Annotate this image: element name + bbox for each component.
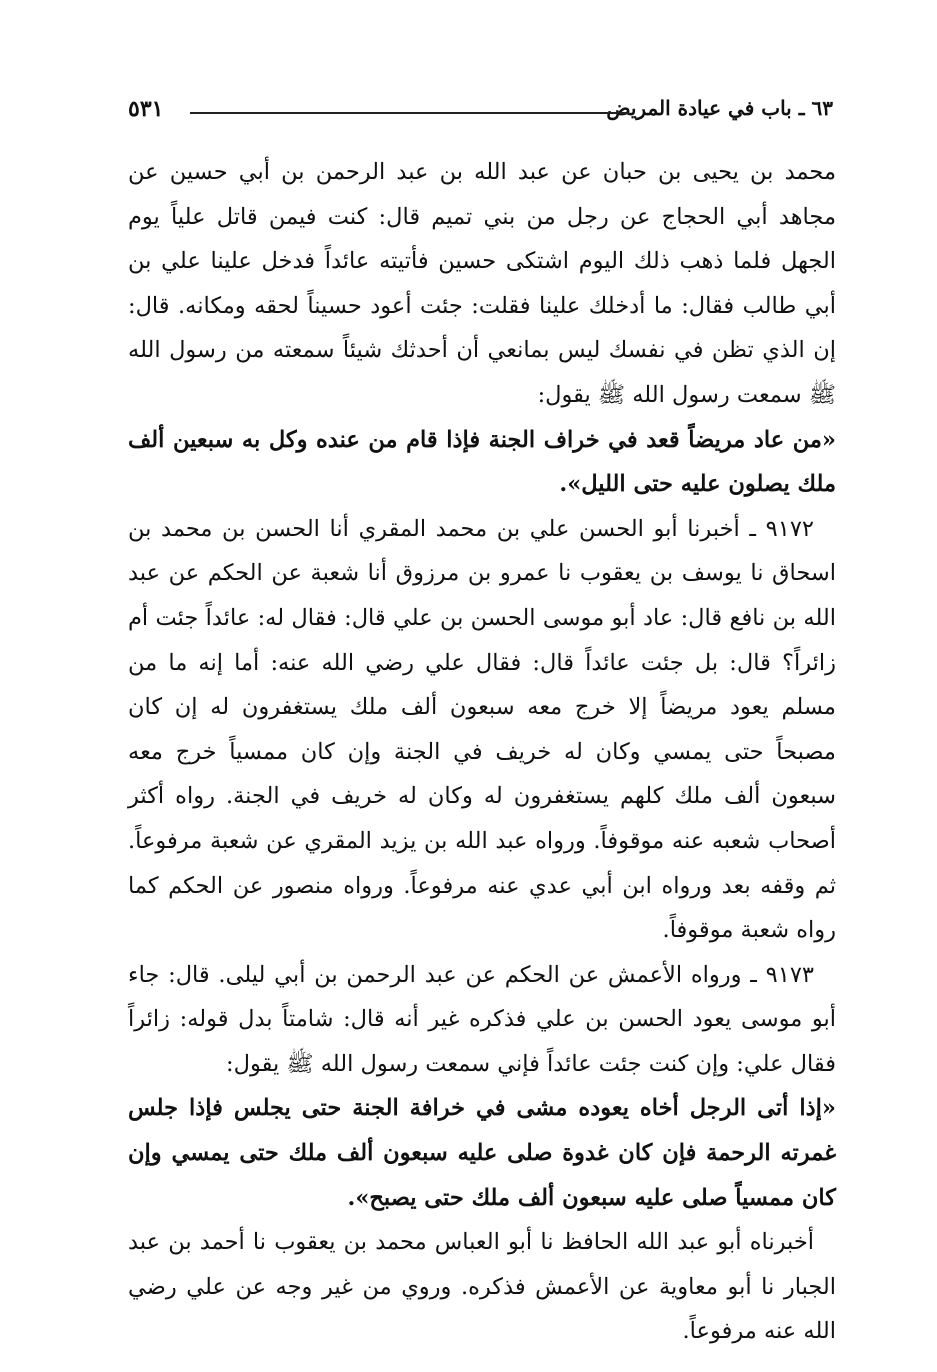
- paragraph-closing-isnad: أخبرناه أبو عبد الله الحافظ نا أبو العباس محمد بن يعقوب نا أحمد بن عبد الجبار نا أبو معاوية عن الأعمش فذكره. وروي من غير وجه عن علي رضي الله عنه مرفوعاً.: [128, 1229, 836, 1345]
- paragraph-hadith-quote-2: «إذا أتى الرجل أخاه يعوده مشى في خرافة الجنة حتى يجلس فإذا جلس غمرته الرحمة فإن كان غدوة صلى عليه سبعون ألف ملك حتى يمسي وإن كان ممسياً صلى عليه سبعون ألف ملك حتى يصبح».: [128, 1095, 836, 1211]
- paragraph-hadith-9172: ٩١٧٢ ـ أخبرنا أبو الحسن علي بن محمد المقري أنا الحسن بن محمد بن اسحاق نا يوسف بن يعقوب نا عمرو بن مرزوق أنا شعبة عن الحكم عن عبد الله بن نافع قال: عاد أبو موسى الحسن بن علي قال: فقال له: عائداً جئت أم زائراً؟ قال: بل جئت عائداً قال: فقال علي رضي الله عنه: أما إنه ما من مسلم يعود مريضاً إلا خرج معه سبعون ألف ملك يستغفرون له إن كان مصبحاً حتى يمسي وكان له خريف في الجنة وإن كان ممسياً خرج معه سبعون ألف ملك كلهم يستغفرون له وكان له خريف في الجنة. رواه أكثر أصحاب شعبه عنه موقوفاً. ورواه عبد الله بن يزيد المقري عن شعبة مرفوعاً. ثم وقفه بعد ورواه ابن أبي عدي عنه مرفوعاً. ورواه منصور عن الحكم كما رواه شعبة موقوفاً.: [128, 515, 836, 944]
- page-number: ٥٣١: [128, 96, 164, 122]
- running-header: [128, 96, 833, 130]
- paragraph-hadith-9173: ٩١٧٣ ـ ورواه الأعمش عن الحكم عن عبد الرحمن بن أبي ليلى. قال: جاء أبو موسى يعود الحسن بن علي فذكره غير أنه قال: شامتاً بدل قوله: زائراً فقال علي: وإن كنت جئت عائداً فإني سمعت رسول الله ﷺ يقول:: [128, 961, 836, 1077]
- chapter-title: ٦٣ ـ باب في عيادة المريض: [606, 96, 833, 120]
- main-text: [128, 150, 836, 1354]
- paragraph-isnad-intro: محمد بن يحيى بن حبان عن عبد الله بن عبد الرحمن بن أبي حسين عن مجاهد أبي الحجاج عن رجل من بني تميم قال: كنت فيمن قاتل علياً يوم الجهل فلما ذهب ذلك اليوم اشتكى حسين فأتيته عائداً فدخل علينا علي بن أبي طالب فقال: ما أدخلك علينا فقلت: جئت أعود حسيناً لحقه ومكانه. قال: إن الذي تظن في نفسك ليس بمانعي أن أحدثك شيئاً سمعته من رسول الله ﷺ سمعت رسول الله ﷺ يقول:: [128, 159, 836, 408]
- header-rule: [190, 112, 628, 114]
- paragraph-hadith-quote-1: «من عاد مريضاً قعد في خراف الجنة فإذا قام من عنده وكل به سبعين ألف ملك يصلون عليه حتى الليل».: [128, 426, 836, 498]
